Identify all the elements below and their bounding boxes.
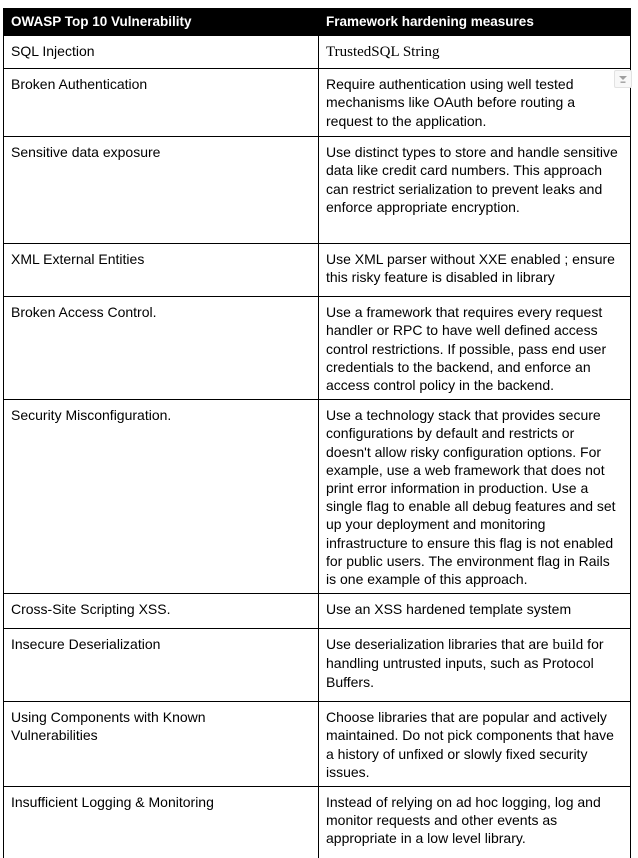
- measure-cell: [319, 400, 631, 594]
- table-header: [4, 9, 631, 36]
- table-body: [4, 36, 631, 858]
- table-row: [4, 69, 631, 137]
- table-row: [4, 297, 631, 400]
- measure-cell: [319, 137, 631, 244]
- table-row: [4, 629, 631, 702]
- table-row: [4, 702, 631, 787]
- text-segment: Use XML parser without XXE enabled ; ensure this risky feature is disabled in library: [326, 251, 615, 286]
- vulnerability-cell: Broken Access Control.: [4, 297, 319, 400]
- vulnerability-cell: Cross-Site Scripting XSS.: [4, 594, 319, 629]
- measure-cell: [319, 594, 631, 629]
- header-row: [4, 9, 631, 36]
- serif-text-segment: build: [552, 637, 584, 654]
- measure-cell: [319, 297, 631, 400]
- measure-cell: [319, 702, 631, 787]
- text-segment: Instead of relying on ad hoc logging, log and monitor requests and other events as appropriate in a low level library.: [326, 794, 601, 847]
- text-segment: Use an XSS hardened template system: [326, 601, 572, 618]
- table-row: [4, 787, 631, 858]
- vulnerability-cell: XML External Entities: [4, 244, 319, 297]
- text-segment: Require authentication using well tested mechanisms like OAuth before routing a request to the application.: [326, 76, 576, 129]
- measure-cell: [319, 787, 631, 858]
- text-segment: Use deserialization libraries that are: [326, 636, 553, 653]
- owasp-hardening-table: [3, 8, 631, 858]
- measure-cell: [319, 36, 631, 69]
- text-segment: Use a technology stack that provides secure configurations by default and restricts or doesn't allow risky configuration options. For example, use a web framework that does not print error information in production. Use a single flag to enable all debug features and set up your deployment and monitoring infrastructure to ensure this flag is not enabled for public users. The environment flag in Rails is one example of this approach.: [326, 407, 616, 588]
- header-vulnerability: OWASP Top 10 Vulnerability: [4, 9, 319, 36]
- collapse-down-arrow-icon: [618, 75, 628, 84]
- vulnerability-cell: Insufficient Logging & Monitoring: [4, 787, 319, 858]
- table-row: [4, 594, 631, 629]
- vulnerability-cell: SQL Injection: [4, 36, 319, 69]
- measure-cell: [319, 69, 631, 137]
- comment-collapse-button[interactable]: [614, 70, 632, 88]
- measure-cell: [319, 629, 631, 702]
- vulnerability-cell: Broken Authentication: [4, 69, 319, 137]
- vulnerability-cell: Security Misconfiguration.: [4, 400, 319, 594]
- table-row: [4, 244, 631, 297]
- text-segment: Use a framework that requires every request handler or RPC to have well defined access control restrictions. If possible, pass end user credentials to the backend, and enforce an access control policy in the backend.: [326, 304, 607, 394]
- serif-text-segment: TrustedSQL String: [326, 44, 440, 61]
- table-row: [4, 36, 631, 69]
- vulnerability-cell: Sensitive data exposure: [4, 137, 319, 244]
- table-row: [4, 137, 631, 244]
- text-segment: Use distinct types to store and handle sensitive data like credit card numbers. This approach can restrict serialization to prevent leaks and enforce appropriate encryption.: [326, 144, 618, 215]
- table-row: [4, 400, 631, 594]
- text-segment: Choose libraries that are popular and actively maintained. Do not pick components that have a history of unfixed or slowly fixed security issues.: [326, 709, 614, 780]
- vulnerability-cell: Using Components with Known Vulnerabilities: [4, 702, 319, 787]
- vulnerability-cell: Insecure Deserialization: [4, 629, 319, 702]
- text-segment: for handling untrusted inputs, such as Protocol Buffers.: [326, 636, 604, 690]
- header-measures: Framework hardening measures: [319, 9, 631, 36]
- measure-cell: [319, 244, 631, 297]
